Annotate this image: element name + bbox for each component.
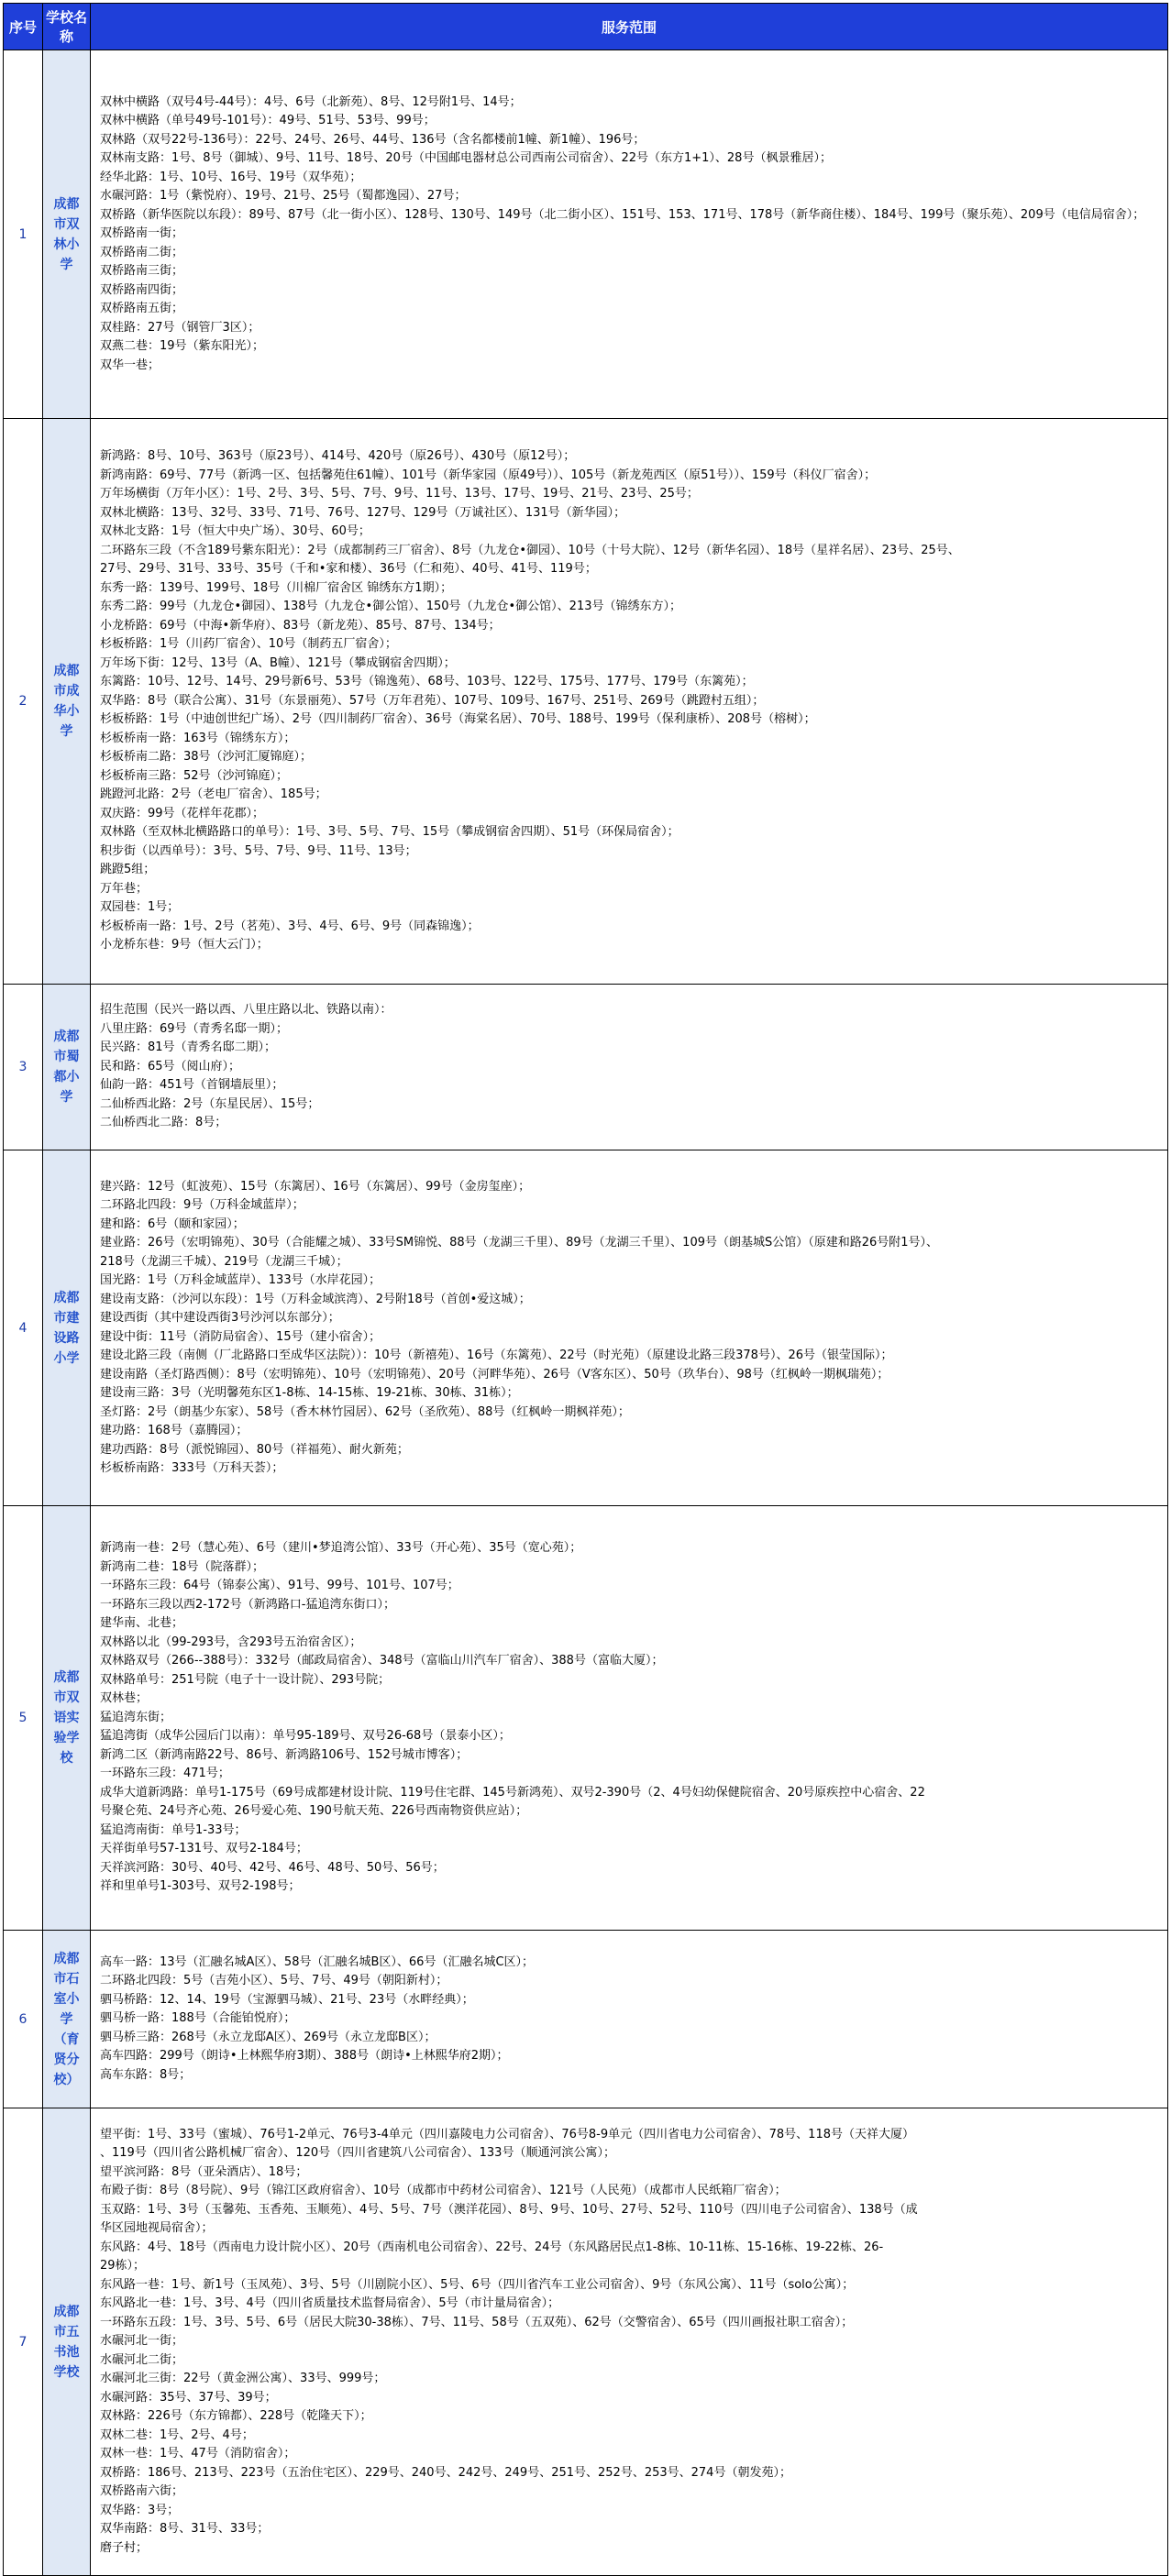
scope-line: 驷马桥三路：268号（永立龙邸A区）、269号（永立龙邸B区）； <box>100 2030 436 2044</box>
scope-line: 天祥滨河路：30号、40号、42号、46号、48号、50号、56号； <box>100 1860 445 1875</box>
scope-line: 建设南支路：（沙河以东段）：1号（万科金域滨湾）、2号附18号（首创•爱这城）； <box>100 1292 531 1306</box>
scope-line: 东秀二路：99号（九龙仓•御园）、138号（九龙仓•御公馆）、150号（九龙仓•御公馆）、213号（锦绣东方）； <box>100 600 681 614</box>
scope-line: 双林北支路：1号（恒大中央广场）、30号、60号； <box>100 524 370 539</box>
row-scope <box>91 2108 1168 2576</box>
header-seq: 序号 <box>4 4 43 50</box>
scope-line: 新鸿南路：69号、77号（新鸿一区、包括馨苑住61幢）、101号（新华家园（原49号））、105号（新龙苑西区（原51号））、159号（科仪厂宿舍）； <box>100 468 877 482</box>
scope-line: 水碾河路：1号（紫悦府）、19号、21号、25号（蜀都逸园）、27号； <box>100 189 467 204</box>
scope-line: 号聚仑苑、24号齐心苑、26号爱心苑、190号航天苑、226号西南物资供应站）； <box>100 1804 528 1819</box>
scope-line: 猛追湾街（成华公园后门以南）：单号95-189号、双号26-68号（景泰小区）； <box>100 1729 511 1744</box>
scope-line: 双华南路：8号、31号、33号； <box>100 2522 270 2537</box>
scope-line: 东风路北一巷：1号、3号、4号（四川省质量技术监督局宿舍）、5号（市计量局宿舍）； <box>100 2296 560 2311</box>
scope-line: 玉双路：1号、3号（玉馨苑、玉香苑、玉顺苑）、4号、5号、7号（澳洋花园）、8号、9号、10号、27号、52号、110号（四川电子公司宿舍）、138号（成 <box>100 2202 918 2217</box>
scope-line: 建业路：26号（宏明锦苑）、30号（合能耀之城）、33号SM锦悦、88号（龙湖三千里）、89号（龙湖三千里）、109号（朗基城S公馆）（原建和路26号附1号）、 <box>100 1236 939 1249</box>
scope-line: 杉板桥路：1号（川药厂宿舍）、10号（制药五厂宿舍）； <box>100 637 397 652</box>
scope-line: 双桥路南五街； <box>100 302 184 316</box>
scope-line: 双林二巷：1号、2号、4号； <box>100 2427 254 2442</box>
scope-line: 小龙桥路：69号（中海•新华府）、83号（新龙苑）、85号、87号、134号； <box>100 618 501 633</box>
scope-line: 建兴路：12号（虹波苑）、15号（东篱居）、16号（东篱居）、99号（金房玺座）； <box>100 1179 531 1194</box>
table-row <box>4 50 1168 419</box>
scope-line: 水碾河北二街； <box>100 2352 184 2367</box>
scope-line: 双桥路南三街； <box>100 264 184 279</box>
scope-line: 建功西路：8号（派悦锦园）、80号（祥福苑）、耐火新苑； <box>100 1442 409 1457</box>
scope-line: 双林南支路：1号、8号（御城）、9号、11号、18号、20号（中国邮电器材总公司西南公司宿舍）、22号（东方1+1）、28号（枫景雅居）； <box>100 151 832 166</box>
header-row <box>4 4 1168 50</box>
table-row <box>4 1931 1168 2108</box>
scope-line: 水碾河北一街； <box>100 2334 184 2349</box>
scope-line: 猛追湾南街：单号1-33号； <box>100 1822 247 1837</box>
row-scope <box>91 50 1168 419</box>
row-scope <box>91 1931 1168 2108</box>
row-school: 成都市建设路小学 <box>43 1150 91 1506</box>
scope-line: 双林路：226号（东方锦都）、228号（乾隆天下）； <box>100 2409 372 2424</box>
scope-line: 万年场横街（万年小区）：1号、2号、3号、5号、7号、9号、11号、13号、17号、19号、21号、23号、25号； <box>100 487 699 501</box>
scope-line: 新鸿南一巷：2号（慧心苑）、6号（建川•梦追湾公馆）、33号（开心苑）、35号（宽心苑）； <box>100 1541 582 1556</box>
scope-line: 建设南三路：3号（光明馨苑东区1-8栋、14-15栋、19-21栋、30栋、31栋）； <box>100 1386 519 1400</box>
scope-line: 、119号（四川省公路机械厂宿舍）、120号（四川省建筑八公司宿舍）、133号（顺通河滨公寓）； <box>100 2146 615 2161</box>
scope-line: 双桥路（新华医院以东段）：89号、87号（北一街小区）、128号、130号、149号（北二街小区）、151号、153、171号、178号（新华商住楼）、184号、199号（聚乐苑）、209号（电信局宿舍）； <box>100 207 1145 222</box>
scope-line: 高车一路：13号（汇融名城A区）、58号（汇融名城B区）、66号（汇融名城C区）； <box>100 1954 535 1969</box>
row-school: 成都市石室小学（育贤分校） <box>43 1931 91 2108</box>
scope-line: 建功路：168号（嘉腾园）； <box>100 1424 249 1437</box>
scope-line: 高车四路：299号（朗诗•上林熙华府3期）、388号（朗诗•上林熙华府2期）； <box>100 2049 509 2064</box>
scope-line: 华区园地视局宿舍）； <box>100 2221 214 2236</box>
scope-line: 民和路：65号（阅山府）； <box>100 1059 241 1073</box>
scope-line: 二仙桥西北路：2号（东星民居）、15号； <box>100 1096 320 1111</box>
row-seq: 4 <box>4 1150 43 1506</box>
scope-line: 杉板桥南一路：163号（锦绣东方）； <box>100 731 296 745</box>
scope-line: 新鸿路：8号、10号、363号（原23号）、414号、420号（原26号）、430号（原12号）； <box>100 449 576 464</box>
row-scope <box>91 419 1168 985</box>
scope-line: 万年场下街：12号、13号（A、B幢）、121号（攀成钢宿舍四期）； <box>100 655 456 670</box>
scope-line: 建设北路三段（南侧（厂北路路口至成华区法院））：10号（新禧苑）、16号（东篱苑）、22号（时光苑）（原建设北路三段378号）、26号（银莹国际）； <box>100 1349 893 1362</box>
scope-line: 圣灯路：2号（朗基少东家）、58号（香木林竹园居）、62号（圣欣苑）、88号（红枫岭一期枫祥苑）； <box>100 1404 630 1419</box>
row-seq: 3 <box>4 985 43 1150</box>
scope-line: 高车东路：8号； <box>100 2067 192 2082</box>
row-school: 成都市双语实验学校 <box>43 1506 91 1931</box>
scope-line: 建设西街（其中建设西街3号沙河以东部分）； <box>100 1311 340 1325</box>
scope-line: 磨子村； <box>100 2540 149 2555</box>
scope-line: 杉板桥路：1号（中迪创世纪广场）、2号（四川制药厂宿舍）、36号（海棠名居）、70号、188号、199号（保利康桥）、208号（榕树）； <box>100 712 816 727</box>
scope-line: 双华路：3号； <box>100 2503 180 2517</box>
table-row <box>4 1150 1168 1506</box>
row-school: 成都市双林小学 <box>43 50 91 419</box>
scope-line: 东风路一巷：1号、新1号（玉凤苑）、3号、5号（川剧院小区）、5号、6号（四川省汽车工业公司宿舍）、9号（东风公寓）、11号（solo公寓）； <box>100 2277 855 2292</box>
scope-line: 建华南、北巷； <box>100 1616 184 1631</box>
service-scope-table <box>3 3 1168 2576</box>
table-row <box>4 985 1168 1150</box>
scope-line: 水碾河北三街：22号（黄金洲公寓）、33号、999号； <box>100 2372 386 2386</box>
scope-line: 杉板桥南三路：52号（沙河锦庭）； <box>100 768 289 783</box>
scope-line: 东篱路：10号、12号、14号、29号新6号、53号（锦逸苑）、68号、103号、122号、175号、177号、179号（东篱苑）； <box>100 675 754 689</box>
scope-line: 双林路（至双林北横路路口的单号）：1号、3号、5号、7号、15号（攀成钢宿舍四期）、51号（环保局宿舍）； <box>100 825 679 840</box>
scope-line: 祥和里单号1-303号、双号2-198号； <box>100 1879 301 1894</box>
scope-line: 一环路东三段：64号（锦泰公寓）、91号、99号、101号、107号； <box>100 1579 459 1593</box>
table-body <box>4 50 1168 2576</box>
scope-line: 望平街：1号、33号（蜜城）、76号1-2单元、76号3-4单元（四川嘉陵电力公司宿舍）、76号8-9单元（四川省电力公司宿舍）、78号、118号（天祥大厦） <box>100 2127 914 2141</box>
scope-line: 双林路单号：251号院（电子十一设计院）、293号院； <box>100 1672 391 1687</box>
scope-line: 双林一巷：1号、47号（消防宿舍）； <box>100 2447 296 2461</box>
scope-line: 杉板桥南路：333号（万科天荟）； <box>100 1461 284 1475</box>
row-scope <box>91 985 1168 1150</box>
scope-line: 双燕二巷：19号（紫东阳光）； <box>100 339 265 354</box>
scope-line: 双园巷：1号； <box>100 900 180 915</box>
scope-line: 国光路：1号（万科金域蓝岸）、133号（水岸花园）； <box>100 1273 381 1287</box>
scope-line: 双林北横路：13号、32号、33号、71号、76号、127号、129号（万诚社区）、131号（新华园）； <box>100 505 626 520</box>
scope-line: 驷马桥一路：188号（合能铂悦府）； <box>100 2011 296 2026</box>
scope-line: 建设南路（圣灯路西侧）：8号（宏明锦苑）、10号（宏明锦苑）、20号（河畔华苑）、26号（V客东区）、50号（玖华台）、98号（红枫岭一期枫瑞苑）； <box>100 1367 889 1382</box>
scope-line: 双桂路：27号（钢管厂3区）； <box>100 320 260 335</box>
scope-line: 双林中横路（双号4号-44号）：4号、6号（北新苑）、8号、12号附1号、14号； <box>100 94 522 109</box>
scope-line: 跳蹬5组； <box>100 863 156 877</box>
scope-line: 双庆路：99号（花样年花郡）； <box>100 806 265 820</box>
scope-line: 仙韵一路：451号（首钢墙辰里）； <box>100 1078 284 1093</box>
header-school: 学校名称 <box>43 4 91 50</box>
row-seq: 1 <box>4 50 43 419</box>
scope-line: 双华一巷； <box>100 358 160 372</box>
scope-line: 二仙桥西北二路：8号； <box>100 1116 227 1130</box>
scope-line: 万年巷； <box>100 881 149 896</box>
scope-line: 双桥路南二街； <box>100 245 184 259</box>
scope-line: 一环路东五段：1号、3号、5号、6号（居民大院30-38栋）、7号、11号、58号（五双苑）、62号（交警宿舍）、65号（四川画报社职工宿舍）； <box>100 2315 854 2329</box>
scope-line: 双桥路南四街； <box>100 282 184 297</box>
scope-line: 二环路北四段：9号（万科金域蓝岸）； <box>100 1198 304 1212</box>
scope-line: 双华路：8号（联合公寓）、31号（东景丽苑）、57号（万年君苑）、107号、109号、167号、251号、269号（跳蹬村五组）； <box>100 693 765 708</box>
row-seq: 2 <box>4 419 43 985</box>
scope-line: 双桥路南一街； <box>100 226 184 241</box>
row-scope <box>91 1506 1168 1931</box>
scope-line: 八里庄路：69号（青秀名邸一期）； <box>100 1021 289 1036</box>
scope-line: 双林路双号（266--388号）：332号（邮政局宿舍）、348号（富临山川汽车厂宿舍）、388号（富临大厦）； <box>100 1654 664 1668</box>
scope-line: 双桥路南六街； <box>100 2484 184 2499</box>
table-row <box>4 2108 1168 2576</box>
scope-line: 双林巷； <box>100 1691 149 1706</box>
scope-line: 218号（龙湖三千城）、219号（龙湖三千城）； <box>100 1254 348 1269</box>
row-seq: 5 <box>4 1506 43 1931</box>
header-scope: 服务范围 <box>91 4 1168 50</box>
scope-line: 小龙桥东巷：9号（恒大云门）； <box>100 938 269 952</box>
row-scope <box>91 1150 1168 1506</box>
scope-line: 天祥街单号57-131号、双号2-184号； <box>100 1842 308 1856</box>
scope-line: 双桥路：186号、213号、223号（五治住宅区）、229号、240号、242号、249号、251号、252号、253号、274号（朝发苑）； <box>100 2465 791 2480</box>
scope-line: 经华北路：1号、10号、16号、19号（双华苑）； <box>100 170 362 184</box>
scope-line: 招生范围（民兴一路以西、八里庄路以北、铁路以南）： <box>100 1003 392 1018</box>
row-seq: 7 <box>4 2108 43 2576</box>
scope-line: 一环路东三段以西2-172号（新鸿路口-猛追湾东街口）； <box>100 1597 395 1612</box>
scope-line: 积步街（以西单号）：3号、5号、7号、9号、11号、13号； <box>100 843 417 858</box>
scope-line: 双林路（双号22号-136号）：22号、24号、26号、44号、136号（含名都楼前1幢、新1幢）、196号； <box>100 132 646 147</box>
scope-line: 民兴路：81号（青秀名邸二期）； <box>100 1040 277 1055</box>
scope-line: 杉板桥南二路：38号（沙河汇厦锦庭）； <box>100 750 313 765</box>
table-row <box>4 1506 1168 1931</box>
row-seq: 6 <box>4 1931 43 2108</box>
scope-line: 二环路北四段：5号（吉苑小区）、5号、7号、49号（朝阳新村）； <box>100 1974 448 1988</box>
scope-line: 27号、29号、31号、33号、35号（千和•家和楼）、36号（仁和苑）、40号、41号、119号； <box>100 562 597 577</box>
scope-line: 水碾河路：35号、37号、39号； <box>100 2390 277 2405</box>
scope-line: 建设中街：11号（消防局宿舍）、15号（建小宿舍）； <box>100 1329 381 1344</box>
scope-line: 东风路：4号、18号（西南电力设计院小区）、20号（西南机电公司宿舍）、22号、24号（东风路居民点1-8栋、10-11栋、15-16栋、19-22栋、26- <box>100 2240 884 2254</box>
scope-line: 新鸿南二巷：18号（院落群）； <box>100 1559 265 1574</box>
scope-line: 新鸿二区（新鸿南路22号、86号、新鸿路106号、152号城市博客）； <box>100 1747 469 1762</box>
scope-line: 猛追湾东街； <box>100 1710 172 1724</box>
scope-line: 东秀一路：139号、199号、18号（川棉厂宿舍区 锦绣东方1期）； <box>100 580 453 595</box>
scope-line: 望平滨河路：8号（亚朵酒店）、18号； <box>100 2164 308 2179</box>
row-school: 成都市成华小学 <box>43 419 91 985</box>
scope-line: 29栋）； <box>100 2259 146 2273</box>
scope-line: 杉板桥南一路：1号、2号（茗苑）、3号、4号、6号、9号（同森锦逸）； <box>100 919 480 933</box>
scope-line: 双林路以北（99-293号，含293号五治宿舍区）； <box>100 1635 362 1649</box>
scope-line: 成华大道新鸿路：单号1-175号（69号成都建材设计院、119号住宅群、145号新鸿苑）、双号2-390号（2、4号妇幼保健院宿舍、20号原疾控中心宿舍、22 <box>100 1785 925 1800</box>
scope-line: 一环路东三段：471号； <box>100 1767 230 1781</box>
row-school: 成都市五书池学校 <box>43 2108 91 2576</box>
scope-line: 驷马桥路：12、14、19号（宝源驷马城）、21号、23号（水畔经典）； <box>100 1992 474 2007</box>
scope-line: 建和路：6号（颐和家园）； <box>100 1216 245 1231</box>
row-school: 成都市蜀都小学 <box>43 985 91 1150</box>
scope-line: 跳蹬河北路：2号（老电厂宿舍）、185号； <box>100 787 327 802</box>
scope-line: 二环路东三段（不含189号紫东阳光）：2号（成都制药三厂宿舍）、8号（九龙仓•御园）、10号（十号大院）、12号（新华名园）、18号（星祥名居）、23号、25号、 <box>100 543 960 557</box>
scope-line: 布殿子街：8号（8号院）、9号（锦江区政府宿舍）、10号（成都市中药材公司宿舍）、121号（人民苑）（成都市人民纸箱厂宿舍）； <box>100 2184 787 2198</box>
scope-line: 双林中横路（单号49号-101号）：49号、51号、53号、99号； <box>100 114 436 128</box>
table-row <box>4 419 1168 985</box>
